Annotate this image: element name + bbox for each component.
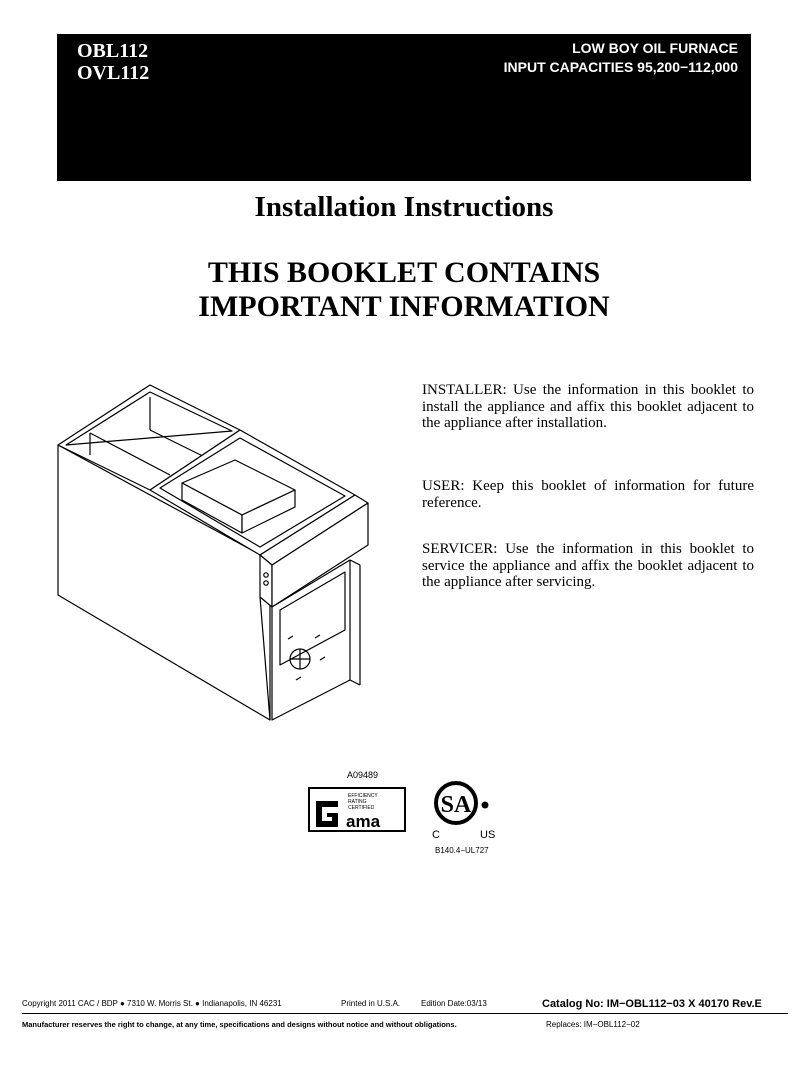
document-title: Installation Instructions xyxy=(254,191,554,223)
catalog-number: Catalog No: IM−OBL112−03 X 40170 Rev.E xyxy=(542,998,762,1010)
replaces-notice: Replaces: IM−OBL112−02 xyxy=(546,1020,640,1029)
installer-instructions: INSTALLER: Use the information in this booklet to install the appliance and affix this booklet adjacent to the appliance after installation. xyxy=(422,382,754,431)
input-capacities: INPUT CAPACITIES 95,200−112,000 xyxy=(503,59,738,75)
booklet-notice-line-2: IMPORTANT INFORMATION xyxy=(198,290,610,323)
figure-id: A09489 xyxy=(347,770,379,780)
model-number-1: OBL112 xyxy=(77,40,149,62)
model-number-2: OVL112 xyxy=(77,62,150,84)
csa-standard-code: B140.4−UL727 xyxy=(435,846,489,855)
booklet-notice-line-1: THIS BOOKLET CONTAINS xyxy=(207,256,601,289)
product-name: LOW BOY OIL FURNACE xyxy=(572,40,738,56)
gama-text-2: RATING xyxy=(348,799,367,805)
gama-text-3: CERTIFIED xyxy=(348,805,375,811)
user-instructions: USER: Keep this booklet of information for future reference. xyxy=(422,478,754,511)
footer-divider xyxy=(22,1013,788,1014)
header-band xyxy=(57,34,751,181)
edition-date: Edition Date:03/13 xyxy=(421,999,487,1008)
svg-text:SA: SA xyxy=(440,792,472,818)
gama-mark: ama xyxy=(346,812,381,831)
gama-certification-logo xyxy=(308,787,406,832)
furnace-illustration xyxy=(50,375,390,730)
printed-location: Printed in U.S.A. xyxy=(341,999,401,1008)
servicer-instructions: SERVICER: Use the information in this booklet to service the appliance and affix the booklet adjacent to the appliance after servicing. xyxy=(422,541,754,590)
csa-certification-logo xyxy=(424,775,502,845)
csa-us-mark: US xyxy=(480,829,496,841)
copyright-notice: Copyright 2011 CAC / BDP ● 7310 W. Morris St. ● Indianapolis, IN 46231 xyxy=(22,999,282,1008)
csa-c-mark: C xyxy=(432,829,440,841)
manufacturer-disclaimer: Manufacturer reserves the right to change, at any time, specifications and designs without notice and without obligations. xyxy=(22,1020,457,1029)
gama-text-1: EFFICIENCY xyxy=(348,793,378,799)
